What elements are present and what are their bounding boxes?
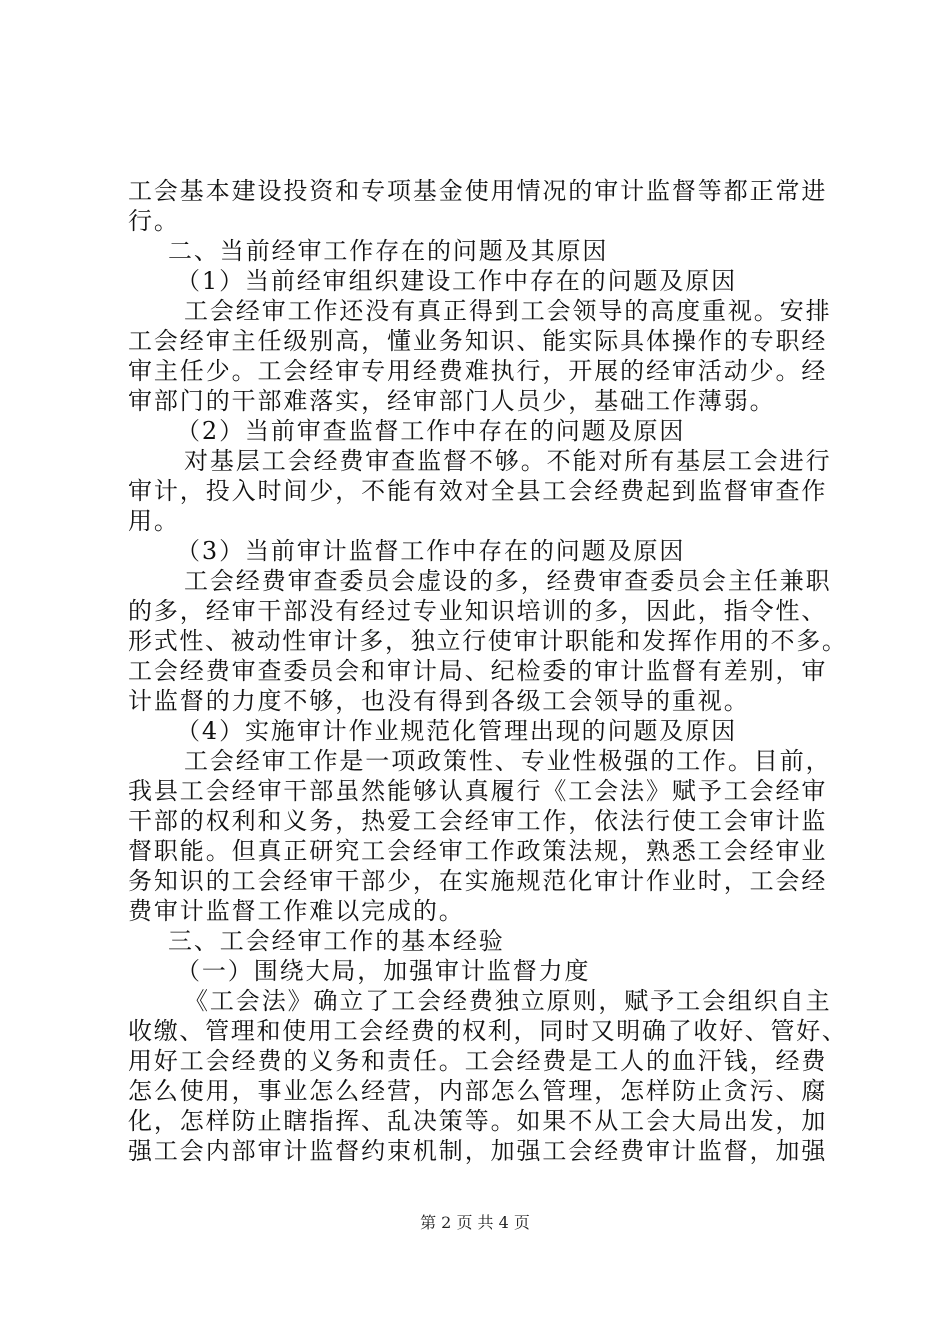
text-line: （1）当前经审组织建设工作中存在的问题及原因 <box>176 267 738 295</box>
text-line: 对基层工会经费审查监督不够。不能对所有基层工会进行 <box>184 447 832 475</box>
text-line: （3）当前审计监督工作中存在的问题及原因 <box>176 537 686 565</box>
text-line: 督职能。但真正研究工会经审工作政策法规，熟悉工会经审业 <box>128 837 828 865</box>
text-line: 化，怎样防止瞎指挥、乱决策等。如果不从工会大局出发，加 <box>128 1107 828 1135</box>
text-line: 收缴、管理和使用工会经费的权利，同时又明确了收好、管好、 <box>128 1017 848 1045</box>
text-line: 干部的权利和义务，热爱工会经审工作，依法行使工会审计监 <box>128 807 828 835</box>
page-footer: 第 2 页 共 4 页 <box>420 1213 530 1232</box>
text-line: 我县工会经审干部虽然能够认真履行《工会法》赋予工会经审 <box>128 777 828 805</box>
text-line: 工会经审工作是一项政策性、专业性极强的工作。目前， <box>184 747 832 775</box>
text-line: 审主任少。工会经审专用经费难执行，开展的经审活动少。经 <box>128 357 828 385</box>
text-line: 工会基本建设投资和专项基金使用情况的审计监督等都正常进 <box>128 177 828 205</box>
text-line: 三、工会经审工作的基本经验 <box>168 927 505 955</box>
text-line: （4）实施审计作业规范化管理出现的问题及原因 <box>176 717 738 745</box>
text-line: （2）当前审查监督工作中存在的问题及原因 <box>176 417 686 445</box>
text-line: 强工会内部审计监督约束机制，加强工会经费审计监督，加强 <box>128 1137 828 1165</box>
text-line: 费审计监督工作难以完成的。 <box>128 897 465 925</box>
text-line: 行。 <box>128 207 180 235</box>
text-line: 的多，经审干部没有经过专业知识培训的多，因此，指令性、 <box>128 597 828 625</box>
text-line: 用。 <box>128 507 180 535</box>
text-line: （一）围绕大局，加强审计监督力度 <box>176 957 591 985</box>
text-line: 怎么使用，事业怎么经营，内部怎么管理，怎样防止贪污、腐 <box>128 1077 828 1105</box>
text-line: 工会经费审查委员会虚设的多，经费审查委员会主任兼职 <box>184 567 832 595</box>
text-line: 计监督的力度不够，也没有得到各级工会领导的重视。 <box>128 687 750 715</box>
text-line: 《工会法》确立了工会经费独立原则，赋予工会组织自主 <box>184 987 832 1015</box>
text-line: 审部门的干部难落实，经审部门人员少，基础工作薄弱。 <box>128 387 776 415</box>
text-line: 工会经审工作还没有真正得到工会领导的高度重视。安排 <box>184 297 832 325</box>
text-line: 形式性、被动性审计多，独立行使审计职能和发挥作用的不多。 <box>128 627 848 655</box>
text-line: 审计，投入时间少，不能有效对全县工会经费起到监督审查作 <box>128 477 828 505</box>
text-line: 工会经审主任级别高，懂业务知识、能实际具体操作的专职经 <box>128 327 828 355</box>
text-line: 务知识的工会经审干部少，在实施规范化审计作业时，工会经 <box>128 867 828 895</box>
text-line: 工会经费审查委员会和审计局、纪检委的审计监督有差别，审 <box>128 657 828 685</box>
text-line: 用好工会经费的义务和责任。工会经费是工人的血汗钱，经费 <box>128 1047 828 1075</box>
text-line: 二、当前经审工作存在的问题及其原因 <box>168 237 609 265</box>
document-body <box>128 176 850 1166</box>
